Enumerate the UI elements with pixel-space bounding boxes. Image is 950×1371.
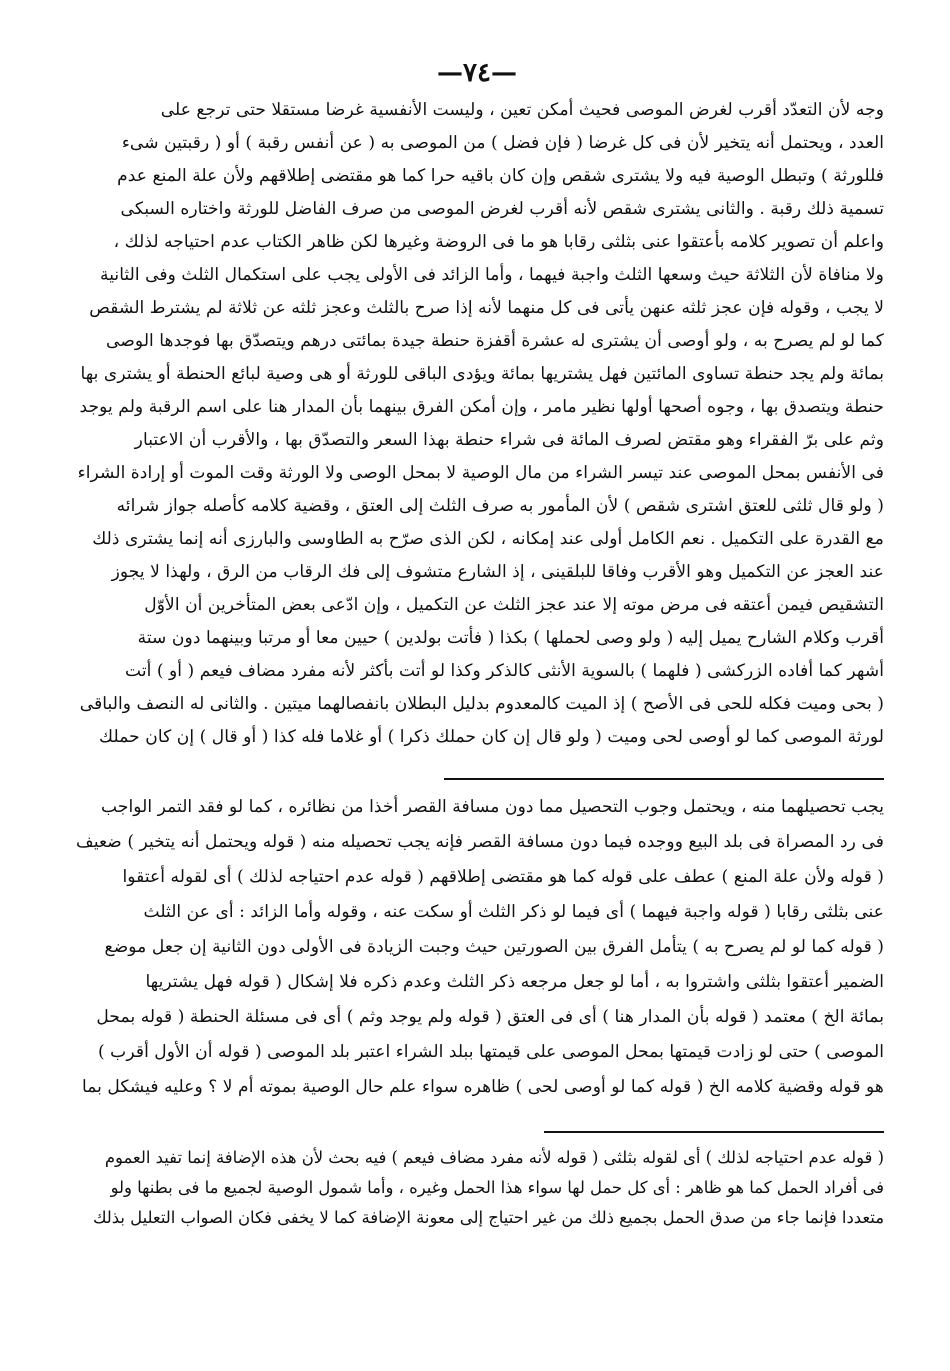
main-text-line: لا يجب ، وقوله فإن عجز ثلثه عنهن يأتى فى كل منهما لأنه إذا صرح بالثلث وعجز ثلثه عن ثلاثة لم يشترط الشقص [89,298,884,318]
main-text-line: فى الأنفس بمحل الموصى عند تيسر الشراء من مال الوصية لا بمحل الوصى ولا الورثة وقت الموت أو إرادة الشراء [77,463,884,483]
commentary-line: الضمير أعتقوا بثلثى واشتروا به ، أما لو جعل مرجعه ذكر الثلث وعدم ذكره فلا إشكال ( قوله فهل يشتريها [145,972,884,992]
second-commentary-line: فى أفراد الحمل كما هو ظاهر : أى كل حمل لها سواء هذا الحمل وغيره ، وأما شمول الوصية لجميع ما فى بطنها ولو [110,1178,884,1197]
main-text-line: ( ولو قال ثلثى للعتق اشترى شقص ) لأن المأمور به صرف الثلث إلى العتق ، وقضية كلامه كأصله جواز شرائه [116,496,884,516]
main-text [70,94,884,754]
commentary-block [70,790,884,1105]
main-text-line: وجه لأن التعدّد أقرب لغرض الموصى فحيث أمكن تعين ، وليست الأنفسية غرضا مستقلا حتى ترجع على [160,100,884,120]
footnote-divider [444,778,884,780]
commentary-line: يجب تحصيلهما منه ، ويحتمل وجوب التحصيل مما دون مسافة القصر أخذا من نظائره ، كما لو فقد التمر الواجب [100,797,884,817]
main-text-line: بمائة ولم يجد حنطة تساوى المائتين فهل يشتريها بمائة ويؤدى الباقى للورثة أو هى وصية لبائع الحنطة أو يشترى بها [80,364,884,384]
second-commentary-line: ( قوله عدم احتياجه لذلك ) أى لقوله بثلثى ( قوله لأنه مفرد مضاف فيعم ) فيه بحث لأن هذه الإضافة إنما تفيد العموم [104,1148,884,1167]
main-text-line: كما لو لم يصرح به ، ولو أوصى أن يشترى له عشرة أقفزة حنطة جيدة بمائتى درهم ويتصدّق بها فوجدها الوصى [106,331,884,351]
main-text-line: ولا منافاة لأن الثلاثة حيث وسعها الثلث واجبة فيهما ، وأما الزائد فى الأولى يجب على استكمال الثلث وفى الثانية [100,265,884,285]
main-text-line: أقرب وكلام الشارح يميل إليه ( ولو وصى لحملها ) بكذا ( فأتت بولدين ) حيين معا أو مرتبا وبينهما دون ستة [137,628,884,648]
main-text-line: تسمية ذلك رقبة . والثانى يشترى شقص لأنه أقرب لغرض الموصى من صرف الفاضل للورثة واختاره السبكى [120,199,884,219]
main-text-line: لورثة الموصى كما لو أوصى لحى وميت ( ولو قال إن كان حملك ذكرا ) أو غلاما فله كذا ( أو قال ) إن كان حملك [99,727,884,747]
main-text-line: عند العجز عن التكميل وهو الأقرب وفاقا للبلقينى ، إذ الشارع متشوف إلى فك الرقاب من الرق ، ولهذا لا يجوز [111,562,884,582]
main-text-line: التشقيص فيمن أعتقه فى مرض موته إلا عند عجز الثلث عن التكميل ، وإن ادّعى بعض المتأخرين أن الأوّل [144,595,884,615]
commentary-line: ( قوله ولأن علة المنع ) عطف على قوله كما هو مقتضى إطلاقهم ( قوله عدم احتياجه لذلك ) أى لقوله أعتقوا [122,867,884,887]
main-text-line: فللورثة ) وتبطل الوصية فيه ولا يشترى شقص وإن كان باقيه حرا كما هو مقتضى إطلاقهم ولأن علة المنع عدم [117,166,884,186]
commentary-line: عنى بثلثى رقابا ( قوله واجبة فيهما ) أى فيما لو ذكر الثلث أو سكت عنه ، وقوله وأما الزائد : أى عن الثلث [143,902,884,922]
second-commentary-block [70,1143,884,1233]
page-number: —٧٤— [437,58,517,88]
main-text-line: أشهر كما أفاده الزركشى ( فلهما ) بالسوية الأنثى كالذكر وكذا لو أتت بأكثر لأنه مفرد مضاف فيعم ( أو ) أتت [124,661,884,681]
main-text-line: العدد ، ويحتمل أنه يتخير لأن فى كل غرضا ( فإن فضل ) من الموصى به ( عن أنفس رقبة ) أو ( رقبتين شىء [121,133,884,153]
commentary-line: فى رد المصراة فى بلد البيع ووجده فيما دون مسافة القصر فإنه يجب تحصيله منه ( قوله ويحتمل أنه يتخير ) ضعيف [76,832,884,852]
second-footnote-divider [544,1131,884,1133]
main-text-line: واعلم أن تصوير كلامه بأعتقوا عنى بثلثى رقابا هو ما فى الروضة وغيرها لكن ظاهر الكتاب عدم احتياجه لذلك ، [113,232,884,252]
commentary-line: ( قوله كما لو لم يصرح به ) يتأمل الفرق بين الصورتين حيث وجبت الزيادة فى الأولى دون الثانية إن جعل موضع [104,937,884,957]
main-text-line: ( بحى وميت فكله للحى فى الأصح ) إذ الميت كالمعدوم بدليل البطلان بانفصالهما ميتين . والثانى له النصف والباقى [79,694,884,714]
commentary-line: الموصى ) حتى لو زادت قيمتها بمحل الموصى على قيمتها ببلد الشراء اعتبر بلد الموصى ( قوله أن الأول أقرب ) [98,1042,884,1062]
main-text-line: مع القدرة على التكميل . نعم الكامل أولى عند إمكانه ، لكن الذى صرّح به الطاوسى والبارزى أنه إنما يشترى ذلك [92,529,884,549]
main-text-line: وثم على برّ الفقراء وهو مقتض لصرف المائة فى شراء حنطة بهذا السعر والتصدّق بها ، والأقرب أن الاعتبار [134,430,884,450]
second-commentary-line: متعددا فإنما جاء من صدق الحمل بجميع ذلك من غير احتياج إلى معونة الإضافة كما لا يخفى فكان الصواب التعليل بذلك [92,1208,884,1227]
commentary-line: هو قوله وقضية كلامه الخ ( قوله كما لو أوصى لحى ) ظاهره سواء علم حال الوصية بموته أم لا ؟ وعليه فيشكل بما [81,1077,884,1097]
commentary-line: بمائة الخ ) معتمد ( قوله بأن المدار هنا ) أى فى العتق ( قوله ولم يوجد وثم ) أى فى مسئلة الحنطة ( قوله بمحل [96,1007,884,1027]
main-text-line: حنطة ويتصدق بها ، وجوه أصحها أولها نظير مامر ، وإن أمكن الفرق بينهما بأن المدار هنا على اسم الرقبة ولم يوجد [79,397,884,417]
